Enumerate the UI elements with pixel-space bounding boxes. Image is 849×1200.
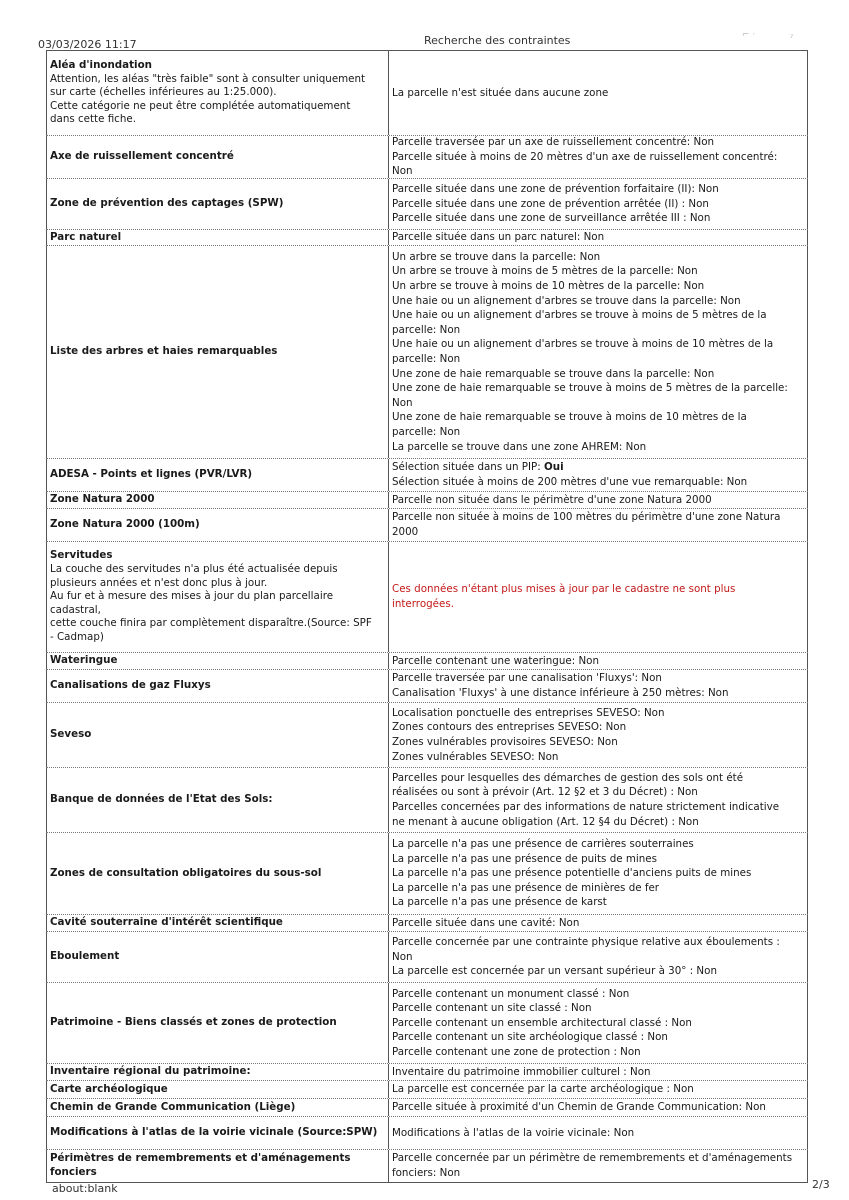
constraint-label <box>46 492 389 508</box>
result-text: Parcelle située dans un parc naturel: Non <box>392 231 605 244</box>
constraint-result <box>389 136 808 178</box>
result-line <box>392 597 804 612</box>
table-row <box>46 136 808 179</box>
result-text: Parcelle contenant un monument classé : Non <box>392 987 630 1000</box>
table-row <box>46 1081 808 1099</box>
constraint-title: Zone Natura 2000 (100m) <box>50 518 200 531</box>
constraint-label <box>46 670 389 702</box>
result-line <box>392 352 804 367</box>
constraint-title: Eboulement <box>50 950 120 963</box>
constraint-result <box>389 1150 808 1182</box>
constraint-title: Axe de ruissellement concentré <box>50 150 234 163</box>
page-number: 2/3 <box>812 1178 830 1191</box>
result-line <box>392 686 804 701</box>
constraint-label <box>46 179 389 229</box>
result-text: 2000 <box>392 526 419 538</box>
result-text: Non <box>392 950 413 963</box>
constraint-title: Modifications à l'atlas de la voirie vicinale (Source:SPW) <box>50 1126 378 1139</box>
result-line <box>392 250 804 265</box>
result-text: Parcelle non située dans le périmètre d'une zone Natura 2000 <box>392 493 712 506</box>
result-text: interrogées. <box>392 598 454 610</box>
result-text: Parcelle traversée par une canalisation 'Fluxys': Non <box>392 672 662 685</box>
constraint-note: dans cette fiche. <box>50 113 136 126</box>
result-text: Modifications à l'atlas de la voirie vicinale: Non <box>392 1126 635 1139</box>
result-text: Parcelle située dans une zone de prévention arrêtée (II) : Non <box>392 197 709 210</box>
constraint-note: cadastral, <box>50 603 101 616</box>
result-text: Parcelle située dans une cavité: Non <box>392 916 580 929</box>
constraint-result <box>389 51 808 135</box>
table-row <box>46 670 808 703</box>
constraint-title: Carte archéologique <box>50 1082 168 1095</box>
result-line <box>392 150 804 165</box>
print-datetime: 03/03/2026 11:17 <box>38 38 137 51</box>
result-line <box>392 440 804 455</box>
result-text: Parcelle concernée par une contrainte physique relative aux éboulements : <box>392 936 780 949</box>
result-text: Non <box>392 165 413 178</box>
result-line <box>392 654 804 669</box>
result-text: Non <box>392 396 413 409</box>
result-text: La parcelle n'a pas une présence de puits de mines <box>392 852 657 865</box>
result-line <box>392 323 804 338</box>
constraint-label <box>46 136 389 178</box>
result-text: Ces données n'étant plus mises à jour par le cadastre ne sont plus <box>392 583 736 596</box>
result-text: Parcelles concernées par des informations de nature strictement indicative <box>392 801 780 813</box>
result-line <box>392 720 804 735</box>
table-row <box>46 542 808 653</box>
result-text: Parcelle contenant une zone de protection : Non <box>392 1045 641 1058</box>
table-row <box>46 1064 808 1081</box>
scan-mark: ˀ <box>790 34 794 44</box>
result-text: La parcelle se trouve dans une zone AHREM: Non <box>392 440 647 453</box>
result-text: Parcelle située dans une zone de surveillance arrêtée III : Non <box>392 212 711 225</box>
result-text: Parcelle contenant un ensemble architectural classé : Non <box>392 1016 692 1029</box>
result-text: réalisées ou sont à prévoir (Art. 12 §2 et 3 du Décret) : Non <box>392 786 698 799</box>
constraint-label <box>46 983 389 1063</box>
result-text: Une zone de haie remarquable se trouve dans la parcelle: Non <box>392 367 715 380</box>
constraint-title: Wateringue <box>50 654 118 667</box>
constraint-note: Cette catégorie ne peut être complétée automatiquement <box>50 99 351 112</box>
result-text: Parcelle située dans une zone de prévention forfaitaire (II): Non <box>392 183 719 196</box>
result-text: Localisation ponctuelle des entreprises SEVESO: Non <box>392 706 665 719</box>
constraint-label <box>46 703 389 767</box>
result-line <box>392 735 804 750</box>
result-text: La parcelle n'est située dans aucune zone <box>392 86 609 99</box>
result-line <box>392 1065 804 1080</box>
result-line <box>392 367 804 382</box>
result-text: Zones vulnérables SEVESO: Non <box>392 750 559 763</box>
result-text: Parcelle non située à moins de 100 mètres du périmètre d'une zone Natura <box>392 511 781 524</box>
constraint-result <box>389 509 808 541</box>
constraint-label <box>46 230 389 245</box>
constraint-result <box>389 833 808 914</box>
table-row <box>46 1099 808 1117</box>
result-text: La parcelle est concernée par un versant supérieur à 30° : Non <box>392 965 717 978</box>
constraint-result <box>389 542 808 652</box>
constraint-label <box>46 915 389 931</box>
result-line <box>392 197 804 212</box>
result-text: Parcelles pour lesquelles des démarches de gestion des sols ont été <box>392 771 744 784</box>
constraint-result <box>389 230 808 245</box>
constraint-title: ADESA - Points et lignes (PVR/LVR) <box>50 468 253 481</box>
result-line <box>392 852 804 867</box>
result-line <box>392 230 804 245</box>
constraint-title: Zone de prévention des captages (SPW) <box>50 197 284 210</box>
constraint-title: Liste des arbres et haies remarquables <box>50 345 278 358</box>
result-text: Parcelle contenant un site classé : Non <box>392 1002 592 1015</box>
constraint-title: Périmètres de remembrements et d'aménagements fonciers <box>50 1152 351 1178</box>
result-text: Zones vulnérables provisoires SEVESO: Non <box>392 736 618 748</box>
result-line <box>392 86 804 101</box>
footer-url: about:blank <box>52 1182 118 1195</box>
table-row <box>46 983 808 1064</box>
constraint-title: Inventaire régional du patrimoine: <box>50 1065 251 1078</box>
result-line <box>392 135 804 150</box>
constraint-title: Zones de consultation obligatoires du sous-sol <box>50 866 322 879</box>
result-text: Parcelle contenant une wateringue: Non <box>392 654 599 667</box>
constraint-label <box>46 246 389 458</box>
constraint-title: Aléa d'inondation <box>50 59 152 72</box>
constraint-result <box>389 179 808 229</box>
result-line <box>392 671 804 686</box>
result-line <box>392 1001 804 1016</box>
result-line <box>392 881 804 896</box>
result-line <box>392 866 804 881</box>
constraint-result <box>389 246 808 458</box>
result-text: fonciers: Non <box>392 1167 461 1179</box>
constraint-title: Cavité souterraine d'intérêt scientifique <box>50 916 283 929</box>
result-text: Parcelle concernée par un périmètre de remembrements et d'aménagements <box>392 1152 793 1165</box>
result-text: Une haie ou un alignement d'arbres se trouve dans la parcelle: Non <box>392 294 741 307</box>
result-line <box>392 1100 804 1115</box>
constraint-title: Canalisations de gaz Fluxys <box>50 679 211 692</box>
table-row <box>46 230 808 246</box>
result-text: parcelle: Non <box>392 425 461 438</box>
constraint-title: Servitudes <box>50 549 113 562</box>
result-text: Un arbre se trouve à moins de 5 mètres de la parcelle: Non <box>392 265 698 278</box>
constraint-result <box>389 1064 808 1080</box>
result-line <box>392 279 804 294</box>
table-row <box>46 833 808 915</box>
result-line <box>392 815 804 830</box>
result-line <box>392 1126 804 1141</box>
result-line <box>392 425 804 440</box>
constraint-title: Zone Natura 2000 <box>50 493 155 506</box>
result-text: Une haie ou un alignement d'arbres se trouve à moins de 5 mètres de la <box>392 309 767 322</box>
result-line <box>392 1045 804 1060</box>
constraint-result <box>389 670 808 702</box>
result-line <box>392 1030 804 1045</box>
result-line <box>392 935 804 950</box>
result-text: Une zone de haie remarquable se trouve à moins de 10 mètres de la <box>392 411 747 424</box>
table-row <box>46 768 808 833</box>
table-row <box>46 459 808 492</box>
table-row <box>46 1150 808 1182</box>
result-line <box>392 750 804 765</box>
result-line <box>392 493 804 508</box>
result-text: Parcelle contenant un site archéologique classé : Non <box>392 1031 668 1044</box>
result-text: parcelle: Non <box>392 323 461 336</box>
result-text: Sélection située dans un PIP: <box>392 461 544 474</box>
constraint-label <box>46 653 389 669</box>
result-text: La parcelle n'a pas une présence de carrières souterraines <box>392 838 694 851</box>
result-text: Canalisation 'Fluxys' à une distance inférieure à 250 mètres: Non <box>392 687 729 699</box>
result-line <box>392 771 804 786</box>
constraint-result <box>389 703 808 767</box>
scan-mark: ⌐ · <box>742 30 756 40</box>
constraint-result <box>389 915 808 931</box>
result-line <box>392 381 804 396</box>
table-row <box>46 509 808 542</box>
result-line <box>392 510 804 525</box>
result-line <box>392 1016 804 1031</box>
result-line <box>392 475 804 490</box>
table-row <box>46 703 808 768</box>
result-line <box>392 294 804 309</box>
constraint-result <box>389 768 808 832</box>
constraint-title: Banque de données de l'Etat des Sols: <box>50 793 273 806</box>
result-line <box>392 987 804 1002</box>
page-title: Recherche des contraintes <box>424 34 571 47</box>
result-line <box>392 1166 804 1181</box>
constraint-result <box>389 932 808 982</box>
result-text: Un arbre se trouve à moins de 10 mètres de la parcelle: Non <box>392 280 705 293</box>
constraint-result <box>389 983 808 1063</box>
result-text: Parcelle traversée par un axe de ruissellement concentré: Non <box>392 136 715 149</box>
constraint-note: cette couche finira par complètement disparaître.(Source: SPF <box>50 617 372 630</box>
constraint-label <box>46 542 389 652</box>
result-line <box>392 337 804 352</box>
result-line <box>392 895 804 910</box>
result-line <box>392 410 804 425</box>
result-line <box>392 964 804 979</box>
constraint-note: sur carte (échelles inférieures au 1:25.000). <box>50 86 277 99</box>
result-line <box>392 582 804 597</box>
table-row <box>46 653 808 670</box>
result-line <box>392 211 804 226</box>
constraint-result <box>389 492 808 508</box>
constraint-title: Seveso <box>50 728 92 741</box>
constraint-label <box>46 768 389 832</box>
result-line <box>392 264 804 279</box>
result-text: La parcelle n'a pas une présence potentielle d'anciens puits de mines <box>392 867 752 880</box>
result-line <box>392 950 804 965</box>
result-line <box>392 308 804 323</box>
result-text: Une zone de haie remarquable se trouve à moins de 5 mètres de la parcelle: <box>392 382 788 395</box>
result-text: Parcelle située à moins de 20 mètres d'un axe de ruissellement concentré: <box>392 150 778 163</box>
constraint-note: Au fur et à mesure des mises à jour du plan parcellaire <box>50 590 334 603</box>
constraint-label <box>46 51 389 135</box>
constraint-label <box>46 932 389 982</box>
constraint-note: La couche des servitudes n'a plus été actualisée depuis <box>50 563 338 576</box>
table-row <box>46 246 808 459</box>
result-line <box>392 916 804 931</box>
result-text: ne menant à aucune obligation (Art. 12 §4 du Décret) : Non <box>392 815 699 828</box>
table-row <box>46 179 808 230</box>
result-text: Un arbre se trouve dans la parcelle: Non <box>392 250 601 263</box>
result-text: Parcelle située à proximité d'un Chemin de Grande Communication: Non <box>392 1101 766 1114</box>
result-line <box>392 1151 804 1166</box>
constraint-label <box>46 1099 389 1116</box>
result-text: La parcelle n'a pas une présence de karst <box>392 896 607 909</box>
constraint-label <box>46 1081 389 1098</box>
constraint-label <box>46 1150 389 1182</box>
result-line <box>392 1082 804 1097</box>
constraint-result <box>389 459 808 491</box>
table-row <box>46 492 808 509</box>
result-text: parcelle: Non <box>392 353 461 365</box>
constraint-title: Chemin de Grande Communication (Liège) <box>50 1100 296 1113</box>
table-row <box>46 932 808 983</box>
table-row <box>46 51 808 136</box>
constraint-note: plusieurs années et n'est donc plus à jour. <box>50 576 268 589</box>
constraint-result <box>389 1081 808 1098</box>
constraint-note: - Cadmap) <box>50 630 104 643</box>
result-text: Une haie ou un alignement d'arbres se trouve à moins de 10 mètres de la <box>392 338 774 351</box>
result-text: Zones contours des entreprises SEVESO: Non <box>392 721 627 734</box>
result-line <box>392 837 804 852</box>
result-bold-value: Oui <box>544 461 564 474</box>
result-line <box>392 182 804 197</box>
constraint-result <box>389 1117 808 1149</box>
constraint-title: Patrimoine - Biens classés et zones de protection <box>50 1016 337 1029</box>
table-row <box>46 1117 808 1150</box>
constraint-result <box>389 653 808 669</box>
result-line <box>392 800 804 815</box>
constraint-note: Attention, les aléas "très faible" sont à consulter uniquement <box>50 72 366 85</box>
result-line <box>392 460 804 475</box>
result-line <box>392 785 804 800</box>
constraint-result <box>389 1099 808 1116</box>
constraints-table <box>46 50 808 1183</box>
constraint-label <box>46 459 389 491</box>
constraint-label <box>46 509 389 541</box>
result-text: Inventaire du patrimoine immobilier culturel : Non <box>392 1065 651 1078</box>
constraint-label <box>46 1117 389 1149</box>
result-line <box>392 164 804 179</box>
result-text: La parcelle n'a pas une présence de minières de fer <box>392 881 660 894</box>
result-line <box>392 396 804 411</box>
constraint-label <box>46 1064 389 1080</box>
result-text: Sélection située à moins de 200 mètres d'une vue remarquable: Non <box>392 476 748 488</box>
result-line <box>392 706 804 721</box>
result-line <box>392 525 804 540</box>
constraint-label <box>46 833 389 914</box>
table-row <box>46 915 808 932</box>
constraint-title: Parc naturel <box>50 230 122 243</box>
result-text: La parcelle est concernée par la carte archéologique : Non <box>392 1083 694 1096</box>
